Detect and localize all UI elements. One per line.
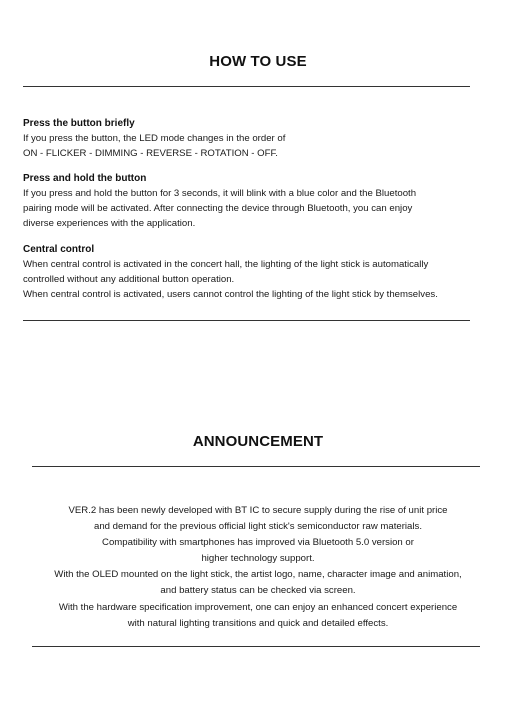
- section-heading: Central control: [23, 244, 95, 255]
- how-to-use-bottom-divider: [23, 320, 470, 321]
- section-text-line: If you press and hold the button for 3 seconds, it will blink with a blue color and the Bluetooth: [23, 188, 417, 199]
- announcement-body: [30, 503, 486, 632]
- announcement-top-divider: [32, 466, 480, 467]
- section-text-line: When central control is activated in the concert hall, the lighting of the light stick is automatically: [23, 259, 429, 270]
- announcement-line: With the OLED mounted on the light stick, the artist logo, name, character image and animation,: [54, 569, 462, 581]
- announcement-line: and demand for the previous official light stick's semiconductor raw materials.: [94, 521, 422, 533]
- how-to-use-top-divider: [23, 86, 470, 87]
- section-text-line: pairing mode will be activated. After connecting the device through Bluetooth, you can enjoy: [23, 203, 413, 214]
- announcement-line: Compatibility with smartphones has improved via Bluetooth 5.0 version or: [102, 537, 414, 549]
- section-text-line: diverse experiences with the application.: [23, 218, 196, 229]
- section-heading: Press the button briefly: [23, 118, 135, 129]
- section-text-line: When central control is activated, users cannot control the lighting of the light stick by themselves.: [23, 289, 438, 300]
- announcement-line: higher technology support.: [201, 553, 315, 565]
- announcement-line: VER.2 has been newly developed with BT IC to secure supply during the rise of unit price: [68, 505, 448, 516]
- announcement-title: ANNOUNCEMENT: [192, 433, 324, 450]
- section-text-line: ON - FLICKER - DIMMING - REVERSE - ROTATION - OFF.: [23, 148, 278, 159]
- announcement-line: and battery status can be checked via screen.: [160, 585, 356, 597]
- announcement-bottom-divider: [32, 646, 480, 647]
- announcement-line: with natural lighting transitions and quick and detailed effects.: [127, 617, 389, 629]
- section-text-line: controlled without any additional button operation.: [23, 274, 235, 285]
- how-to-use-title: HOW TO USE: [209, 53, 307, 70]
- section-heading: Press and hold the button: [23, 173, 147, 184]
- announcement-line: With the hardware specification improvement, one can enjoy an enhanced concert experience: [58, 601, 458, 613]
- section-text-line: If you press the button, the LED mode changes in the order of: [23, 133, 286, 144]
- section-central-control: [23, 242, 475, 302]
- section-press-briefly: [23, 116, 475, 161]
- section-press-hold: [23, 171, 475, 231]
